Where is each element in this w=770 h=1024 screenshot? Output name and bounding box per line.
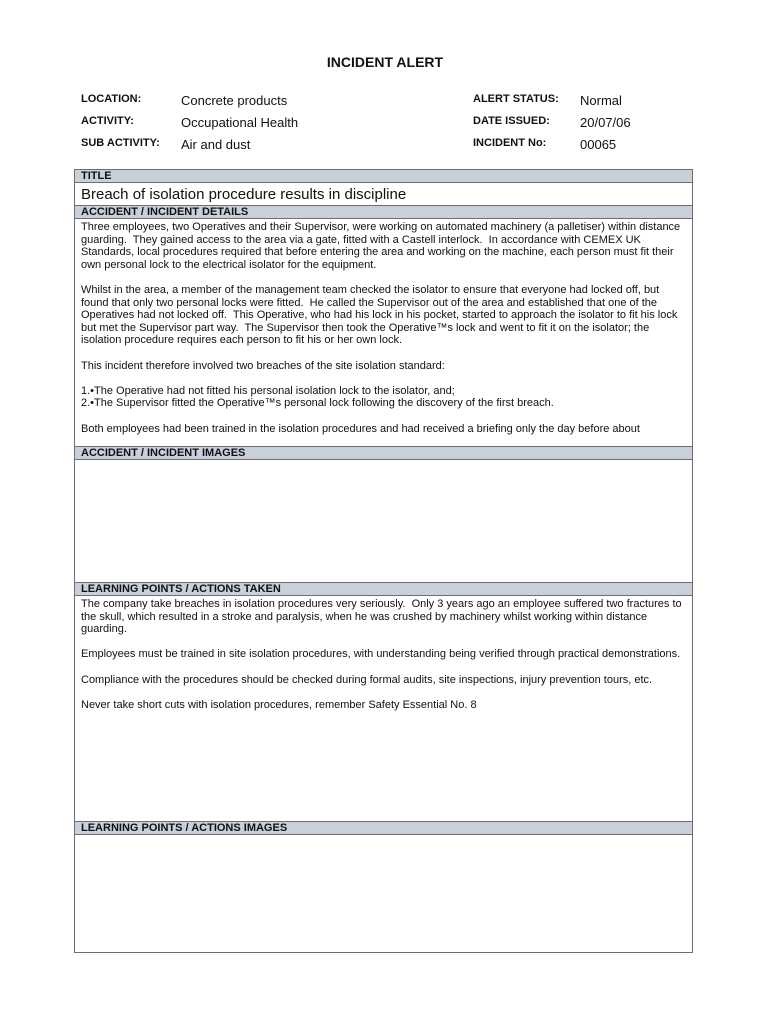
alert-status-value: Normal xyxy=(580,93,622,108)
details-paragraph: Three employees, two Operatives and their Supervisor, were working on automated machinery (a palletiser) within distance guarding. They gained access to the area via a gate, fitted with a Castell interlock. In accordance with CEMEX UK Standards, local procedures required that before entering the area and working on the machine, each person must fit their own personal lock to the electrical isolator for the equipment. xyxy=(81,221,684,271)
document-title: INCIDENT ALERT xyxy=(326,54,444,70)
details-paragraph: Whilst in the area, a member of the management team checked the isolator to ensure that everyone had locked off, but found that only two personal locks were fitted. He called the Supervisor out of the area and established that one of the Operatives had not locked off. This Operative, who had his lock in his pocket, started to approach the isolator to fit his lock but met the Supervisor part way. The Supervisor then took the Operative™s lock and went to fit it on the isolator; the isolation procedure requires each person to fit his or her own lock. xyxy=(81,283,681,347)
title-header: TITLE xyxy=(75,169,692,183)
incident-no-value: 00065 xyxy=(580,137,617,152)
incident-no-label: INCIDENT No: xyxy=(473,137,547,149)
date-issued-value: 20/07/06 xyxy=(580,115,631,130)
activity-value: Occupational Health xyxy=(181,115,299,130)
learning-images-header: LEARNING POINTS / ACTIONS IMAGES xyxy=(75,821,692,835)
location-value: Concrete products xyxy=(181,93,288,108)
date-issued-label: DATE ISSUED: xyxy=(473,115,550,127)
sub-activity-label: SUB ACTIVITY: xyxy=(81,137,160,149)
learning-header: LEARNING POINTS / ACTIONS TAKEN xyxy=(75,582,692,596)
alert-status-label: ALERT STATUS: xyxy=(473,93,559,105)
learning-paragraph: Compliance with the procedures should be checked during formal audits, site inspections, injury prevention tours, etc. xyxy=(81,673,653,686)
activity-label: ACTIVITY: xyxy=(81,115,134,127)
incident-form xyxy=(74,169,693,953)
details-paragraph: This incident therefore involved two breaches of the site isolation standard: xyxy=(81,359,445,372)
learning-paragraph: The company take breaches in isolation procedures very seriously. Only 3 years ago an employee suffered two fractures to the skull, which resulted in a stroke and paralysis, when he was crushed by machinery whilst working within distance guarding. xyxy=(81,598,685,636)
details-paragraph: Both employees had been trained in the isolation procedures and had received a briefing only the day before about xyxy=(81,422,640,435)
learning-images-area xyxy=(75,835,692,952)
details-paragraph: 1.•The Operative had not fitted his personal isolation lock to the isolator, and; 2.•The Supervisor fitted the Operative™s personal lock following the discovery of the first breach. xyxy=(81,384,554,410)
details-body xyxy=(75,219,692,446)
learning-paragraph: Never take short cuts with isolation procedures, remember Safety Essential No. 8 xyxy=(81,698,477,711)
incident-title: Breach of isolation procedure results in discipline xyxy=(81,186,407,203)
location-label: LOCATION: xyxy=(81,93,142,105)
images-area xyxy=(75,460,692,582)
sub-activity-value: Air and dust xyxy=(181,137,251,152)
learning-paragraph: Employees must be trained in site isolation procedures, with understanding being verified through practical demonstrations. xyxy=(81,648,681,661)
details-header: ACCIDENT / INCIDENT DETAILS xyxy=(75,205,692,219)
learning-body xyxy=(75,596,692,821)
images-header: ACCIDENT / INCIDENT IMAGES xyxy=(75,446,692,460)
